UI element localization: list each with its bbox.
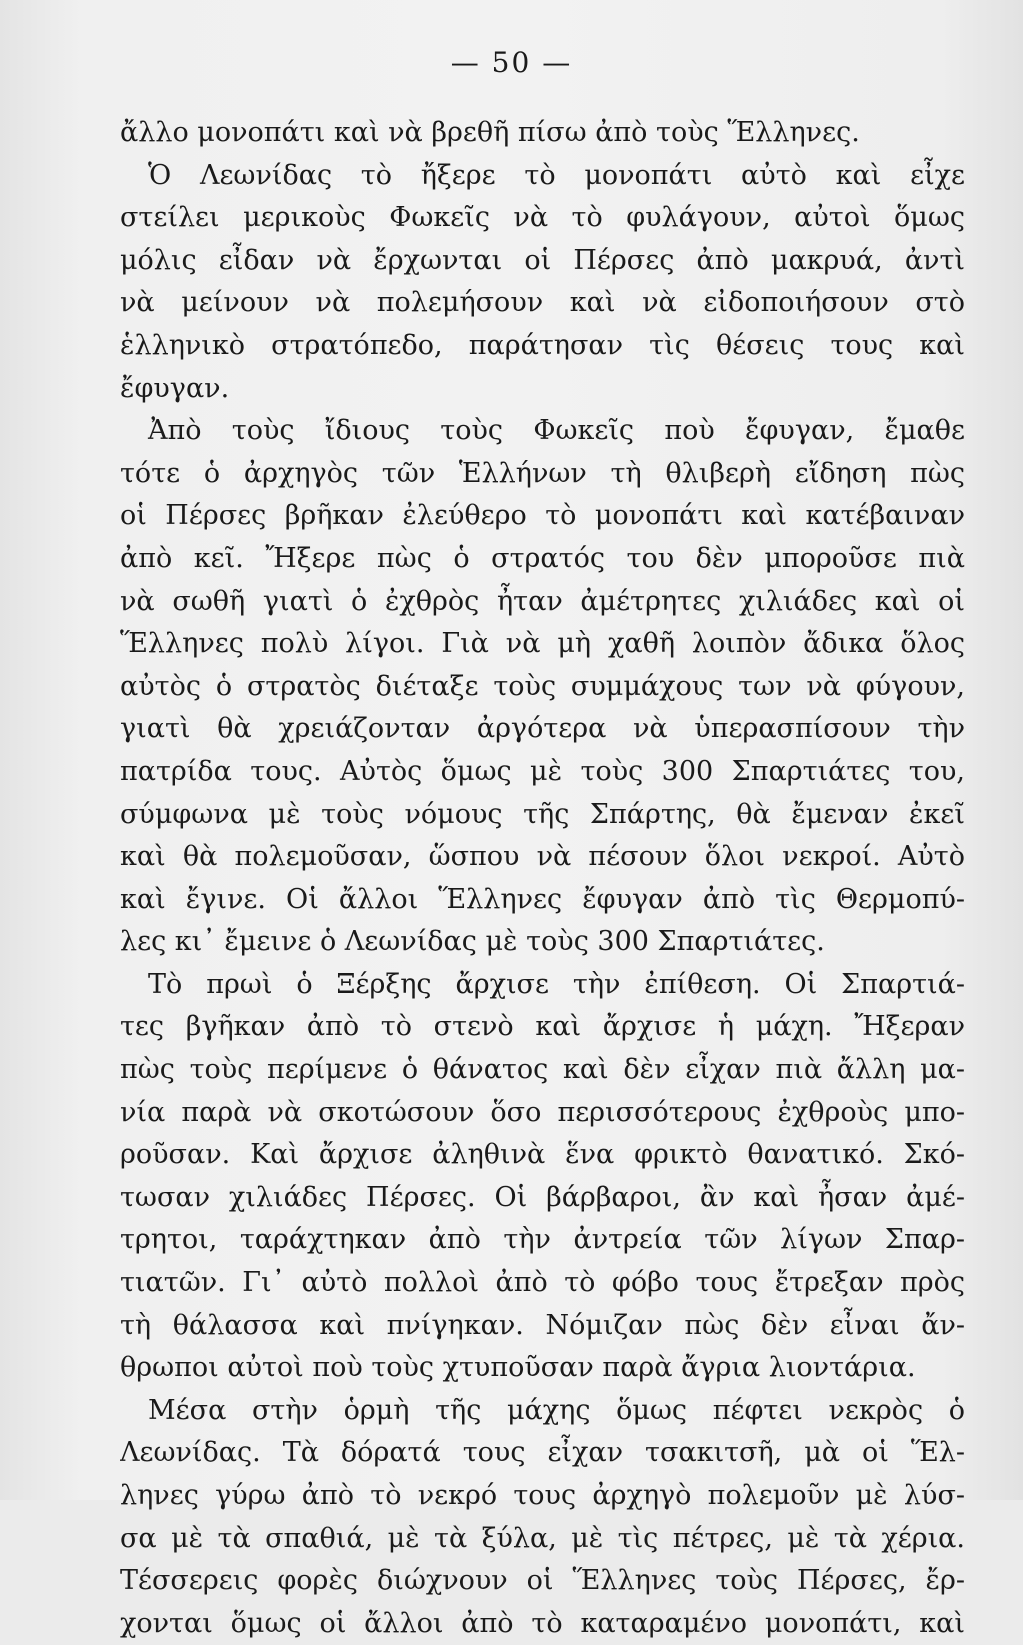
text-line: νὰ μείνουν νὰ πολεμήσουν καὶ νὰ εἰδοποιήσουν στὸ <box>120 287 965 319</box>
body-text <box>120 112 965 1645</box>
text-line: πὼς τοὺς περίμενε ὁ θάνατος καὶ δὲν εἶχαν πιὰ ἄλλη μα- <box>120 1054 965 1086</box>
text-line: σα μὲ τὰ σπαθιά, μὲ τὰ ξύλα, μὲ τὶς πέτρες, μὲ τὰ χέρια. <box>120 1522 965 1554</box>
text-line: τες βγῆκαν ἀπὸ τὸ στενὸ καὶ ἄρχισε ἡ μάχη. Ἤξεραν <box>120 1011 965 1043</box>
text-line: τρητοι, ταράχτηκαν ἀπὸ τὴν ἀντρεία τῶν λίγων Σπαρ- <box>120 1224 965 1256</box>
text-line: νὰ σωθῆ γιατὶ ὁ ἐχθρὸς ἦταν ἀμέτρητες χιλιάδες καὶ οἱ <box>120 585 965 617</box>
text-line: Ὁ Λεωνίδας τὸ ἤξερε τὸ μονοπάτι αὐτὸ καὶ εἶχε <box>148 159 965 191</box>
text-line: αὐτὸς ὁ στρατὸς διέταξε τοὺς συμμάχους των νὰ φύγουν, <box>120 670 965 702</box>
text-line: Τὸ πρωὶ ὁ Ξέρξης ἄρχισε τὴν ἐπίθεση. Οἱ Σπαρτιά- <box>148 968 965 1000</box>
text-line: Μέσα στὴν ὁρμὴ τῆς μάχης ὅμως πέφτει νεκρὸς ὁ <box>148 1394 965 1426</box>
text-line: λες κι᾽ ἔμεινε ὁ Λεωνίδας μὲ τοὺς 300 Σπαρτιάτες. <box>120 926 825 958</box>
text-line: τότε ὁ ἀρχηγὸς τῶν Ἑλλήνων τὴ θλιβερὴ εἴδηση πὼς <box>120 457 965 489</box>
text-line: καὶ ἔγινε. Οἱ ἄλλοι Ἕλληνες ἔφυγαν ἀπὸ τὶς Θερμοπύ- <box>120 883 965 915</box>
page-number: — 50 — <box>450 46 573 79</box>
text-line: οἱ Πέρσες βρῆκαν ἐλεύθερο τὸ μονοπάτι καὶ κατέβαιναν <box>120 500 965 532</box>
text-line: ἑλληνικὸ στρατόπεδο, παράτησαν τὶς θέσεις τους καὶ <box>120 329 965 361</box>
text-line: τὴ θάλασσα καὶ πνίγηκαν. Νόμιζαν πὼς δὲν εἶναι ἄν- <box>120 1309 965 1341</box>
text-line: Ἕλληνες πολὺ λίγοι. Γιὰ νὰ μὴ χαθῆ λοιπὸν ἄδικα ὅλος <box>120 628 965 660</box>
text-line: ἄλλο μονοπάτι καὶ νὰ βρεθῆ πίσω ἀπὸ τοὺς Ἕλληνες. <box>120 117 860 148</box>
text-line: τωσαν χιλιάδες Πέρσες. Οἱ βάρβαροι, ἂν καὶ ἦσαν ἀμέ- <box>120 1181 965 1213</box>
text-line: πατρίδα τους. Αὐτὸς ὅμως μὲ τοὺς 300 Σπαρτιάτες του, <box>120 755 965 787</box>
text-line: νία παρὰ νὰ σκοτώσουν ὅσο περισσότερους ἐχθροὺς μπο- <box>120 1096 965 1128</box>
text-line: μόλις εἶδαν νὰ ἔρχωνται οἱ Πέρσες ἀπὸ μακρυά, ἀντὶ <box>120 244 965 276</box>
text-line: στείλει μερικοὺς Φωκεῖς νὰ τὸ φυλάγουν, αὐτοὶ ὅμως <box>120 202 965 234</box>
text-line: ἔφυγαν. <box>120 372 230 404</box>
text-line: Τέσσερεις φορὲς διώχνουν οἱ Ἕλληνες τοὺς Πέρσες, ἔρ- <box>120 1565 965 1597</box>
text-line: ἀπὸ κεῖ. Ἤξερε πὼς ὁ στρατός του δὲν μποροῦσε πιὰ <box>120 542 965 574</box>
text-line: Ἀπὸ τοὺς ἴδιους τοὺς Φωκεῖς ποὺ ἔφυγαν, ἔμαθε <box>148 415 965 447</box>
text-line: Λεωνίδας. Τὰ δόρατά τους εἶχαν τσακιτσῆ, μὰ οἱ Ἕλ- <box>120 1437 965 1469</box>
text-line: ληνες γύρω ἀπὸ τὸ νεκρό τους ἀρχηγὸ πολεμοῦν μὲ λύσ- <box>120 1480 965 1511</box>
text-line: ροῦσαν. Καὶ ἄρχισε ἀληθινὰ ἕνα φρικτὸ θανατικό. Σκό- <box>120 1139 965 1171</box>
text-line: καὶ θὰ πολεμοῦσαν, ὥσπου νὰ πέσουν ὅλοι νεκροί. Αὐτὸ <box>120 841 965 873</box>
text-line: σύμφωνα μὲ τοὺς νόμους τῆς Σπάρτης, θὰ ἔμεναν ἐκεῖ <box>120 798 965 830</box>
text-line: τιατῶν. Γι᾽ αὐτὸ πολλοὶ ἀπὸ τὸ φόβο τους ἔτρεξαν πρὸς <box>120 1267 965 1299</box>
text-line: χονται ὅμως οἱ ἄλλοι ἀπὸ τὸ καταραμένο μονοπάτι, καὶ <box>120 1607 965 1639</box>
text-line: θρωποι αὐτοὶ ποὺ τοὺς χτυποῦσαν παρὰ ἄγρια λιοντάρια. <box>120 1352 916 1384</box>
text-line: γιατὶ θὰ χρειάζονταν ἀργότερα νὰ ὑπερασπίσουν τὴν <box>120 713 965 745</box>
